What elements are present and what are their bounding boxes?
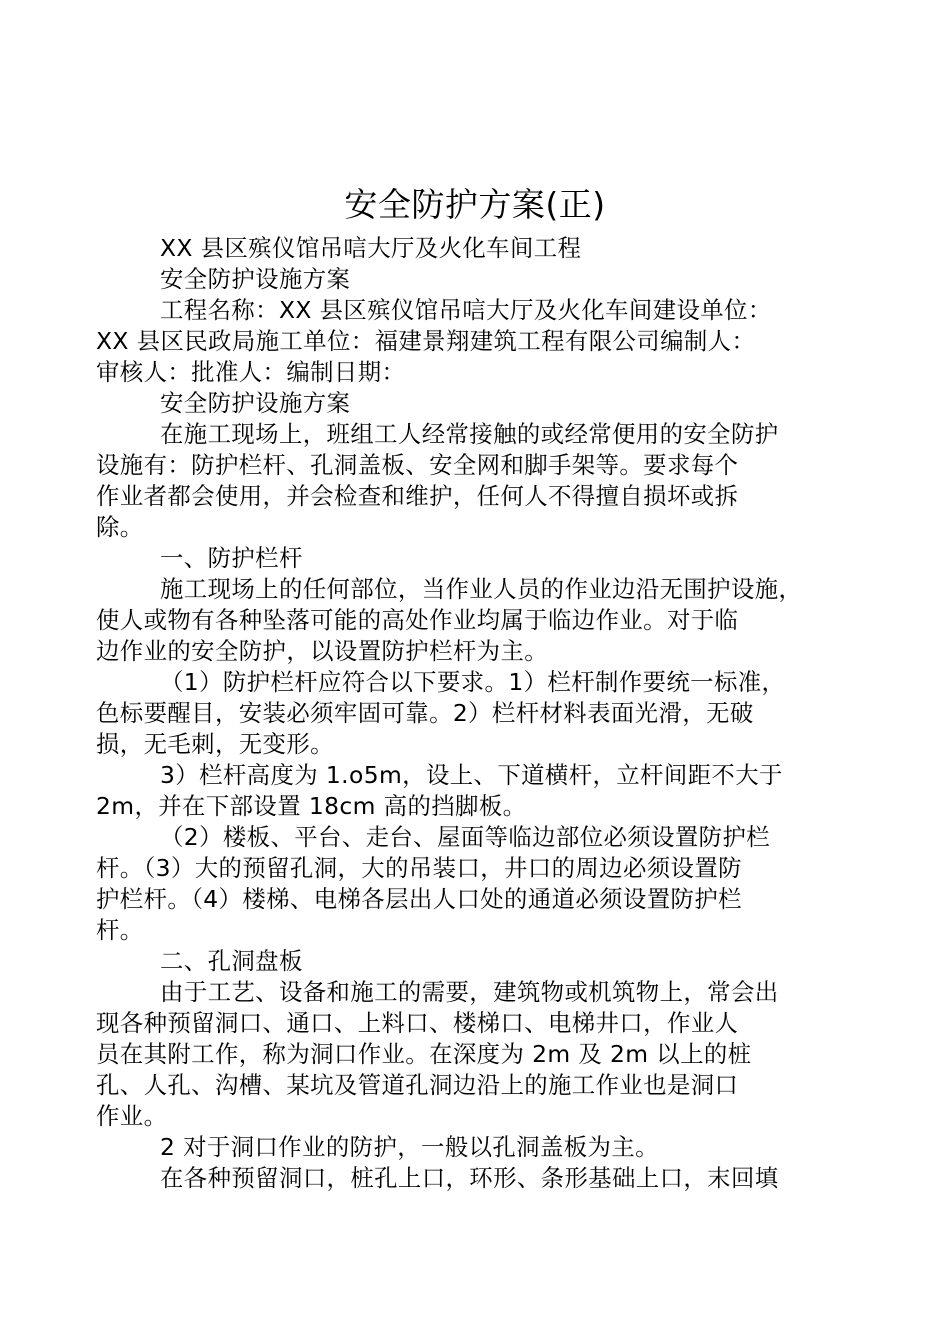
text-line: 一、防护栏杆 xyxy=(160,544,303,572)
text-line: 安全防护设施方案 xyxy=(160,265,351,293)
text-line: 孔、人孔、沟槽、某坑及管道孔洞边沿上的施工作业也是洞口 xyxy=(96,1071,739,1099)
text-line: 杆。 xyxy=(96,916,144,944)
paragraph xyxy=(96,822,840,946)
paragraph xyxy=(96,419,840,543)
paragraph xyxy=(128,264,840,295)
text-line: 设施有：防护栏杆、孔洞盖板、安全网和脚手架等。要求每个 xyxy=(96,451,739,479)
text-line: 工程名称：XX 县区殡仪馆吊唁大厅及火化车间建设单位： xyxy=(160,296,772,324)
text-line: 员在其附工作，称为洞口作业。在深度为 2m 及 2m 以上的桩 xyxy=(96,1040,752,1068)
paragraph xyxy=(128,946,840,977)
paragraph xyxy=(96,295,840,388)
document-body xyxy=(96,233,840,1194)
text-line: 二、孔洞盘板 xyxy=(160,947,303,975)
paragraph xyxy=(128,543,840,574)
text-line: 损，无毛刺，无变形。 xyxy=(96,730,334,758)
text-line: 护栏杆。（4）楼梯、电梯各层出人口处的通道必须设置防护栏 xyxy=(96,885,742,913)
paragraph xyxy=(96,760,840,822)
text-line: 现各种预留洞口、通口、上料口、楼梯口、电梯井口，作业人 xyxy=(96,1009,739,1037)
paragraph xyxy=(96,667,840,760)
text-line: 安全防护设施方案 xyxy=(160,389,351,417)
paragraph xyxy=(128,388,840,419)
text-line: 除。 xyxy=(96,513,144,541)
text-line: 色标要醒目，安装必须牢固可靠。2）栏杆材料表面光滑，无破 xyxy=(96,699,754,727)
text-line: 2m，并在下部设置 18cm 高的挡脚板。 xyxy=(96,792,527,820)
text-line: 3）栏杆高度为 1.o5m，设上、下道横杆，立杆间距不大于 xyxy=(160,761,783,789)
text-line: XX 县区民政局施工单位：福建景翔建筑工程有限公司编制人： xyxy=(96,327,756,355)
text-line: 审核人：批准人：编制日期： xyxy=(96,358,406,386)
paragraph xyxy=(128,233,840,264)
text-line: 由于工艺、设备和施工的需要，建筑物或机筑物上，常会出 xyxy=(160,978,779,1006)
text-line: 2 对于洞口作业的防护，一般以孔洞盖板为主。 xyxy=(160,1133,659,1161)
text-line: 边作业的安全防护，以设置防护栏杆为主。 xyxy=(96,637,549,665)
text-line: 杆。（3）大的预留孔洞，大的吊装口，井口的周边必须设置防 xyxy=(96,854,742,882)
text-line: （1）防护栏杆应符合以下要求。1）栏杆制作要统一标准， xyxy=(160,668,786,696)
text-line: 在各种预留洞口，桩孔上口，环形、条形基础上口，末回填 xyxy=(160,1164,779,1192)
document-title: 安全防护方案(正) xyxy=(344,185,606,224)
text-line: XX 县区殡仪馆吊唁大厅及火化车间工程 xyxy=(160,234,582,262)
paragraph xyxy=(128,1163,840,1194)
text-line: 作业者都会使用，并会检查和维护，任何人不得擅自损坏或拆 xyxy=(96,482,739,510)
text-line: 在施工现场上，班组工人经常接触的或经常便用的安全防护 xyxy=(160,420,779,448)
text-line: 作业。 xyxy=(96,1102,168,1130)
paragraph xyxy=(96,574,840,667)
text-line: 使人或物有各种坠落可能的高处作业均属于临边作业。对于临 xyxy=(96,606,739,634)
paragraph xyxy=(96,977,840,1132)
paragraph xyxy=(128,1132,840,1163)
text-line: （2）楼板、平台、走台、屋面等临边部位必须设置防护栏 xyxy=(160,823,771,851)
text-line: 施工现场上的任何部位，当作业人员的作业边沿无围护设施， xyxy=(160,575,803,603)
